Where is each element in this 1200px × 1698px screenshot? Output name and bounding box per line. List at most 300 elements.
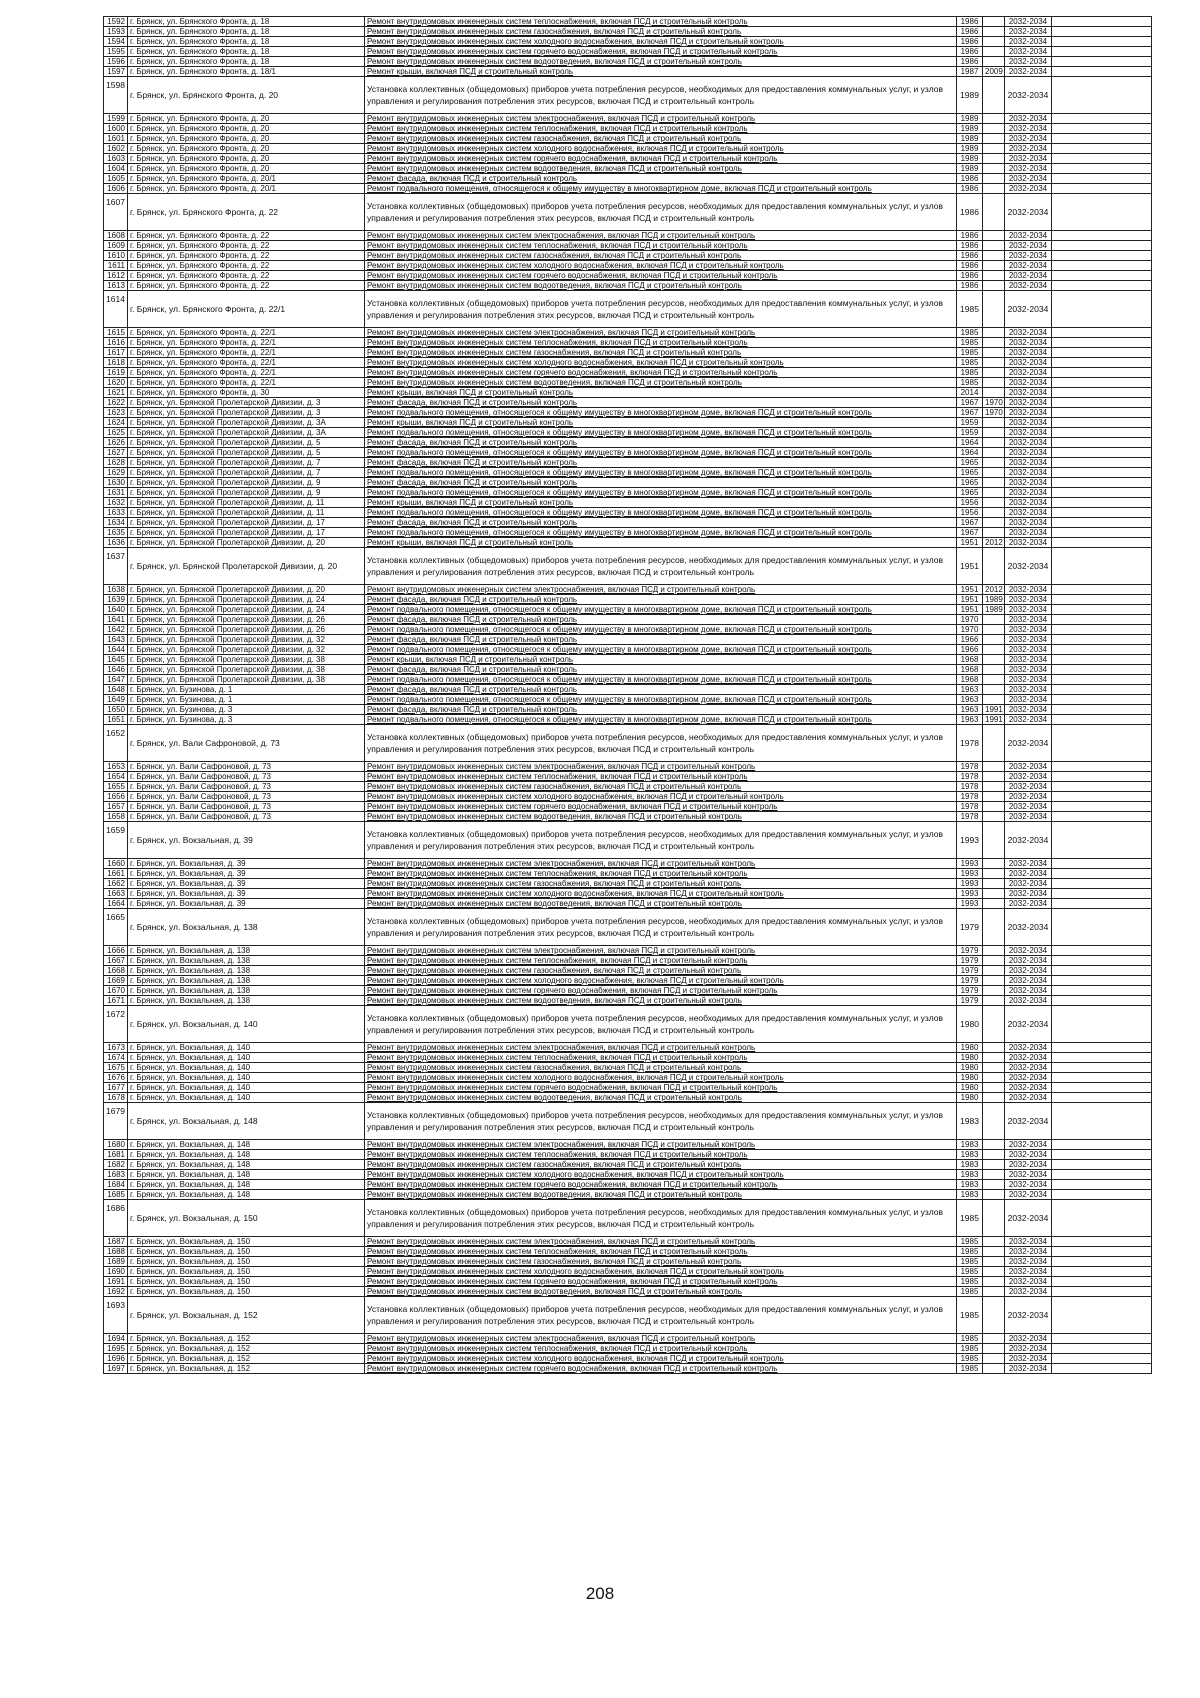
work-type-cell: Ремонт внутридомовых инженерных систем горячего водоснабжения, включая ПСД и строительный контроль [365,47,957,57]
overhaul-year-cell: 2012 [983,585,1005,595]
work-type-cell: Ремонт внутридомовых инженерных систем холодного водоснабжения, включая ПСД и строительный контроль [365,144,957,154]
period-cell: 2032-2034 [1005,956,1052,966]
work-type-cell: Ремонт фасада, включая ПСД и строительный контроль [365,635,957,645]
empty-cell [1052,458,1152,468]
row-number: 1661 [104,869,128,879]
period-cell: 2032-2034 [1005,1297,1052,1334]
work-type-cell: Ремонт крыши, включая ПСД и строительный контроль [365,655,957,665]
period-cell: 2032-2034 [1005,17,1052,27]
row-number: 1656 [104,792,128,802]
work-type-cell: Ремонт фасада, включая ПСД и строительный контроль [365,478,957,488]
address-cell: г. Брянск, ул. Вокзальная, д. 39 [128,822,365,859]
build-year-cell: 1979 [957,996,983,1006]
build-year-cell: 1956 [957,498,983,508]
overhaul-year-cell [983,77,1005,114]
period-cell: 2032-2034 [1005,715,1052,725]
build-year-cell: 1985 [957,1277,983,1287]
overhaul-year-cell: 1989 [983,595,1005,605]
row-number: 1692 [104,1287,128,1297]
period-cell: 2032-2034 [1005,408,1052,418]
work-type-cell: Ремонт фасада, включая ПСД и строительный контроль [365,595,957,605]
build-year-cell: 1983 [957,1170,983,1180]
row-number: 1660 [104,859,128,869]
address-cell: г. Брянск, ул. Бузинова, д. 1 [128,695,365,705]
address-cell: г. Брянск, ул. Брянского Фронта, д. 22/1 [128,378,365,388]
work-type-cell: Ремонт фасада, включая ПСД и строительный контроль [365,174,957,184]
address-cell: г. Брянск, ул. Брянской Пролетарской Дивизии, д. 17 [128,528,365,538]
work-type-cell: Ремонт подвального помещения, относящегося к общему имуществу в многоквартирном доме, включая ПСД и строительный контроль [365,468,957,478]
row-number: 1632 [104,498,128,508]
address-cell: г. Брянск, ул. Вокзальная, д. 150 [128,1257,365,1267]
table-row [104,996,1152,1006]
build-year-cell: 1965 [957,458,983,468]
table-row [104,802,1152,812]
build-year-cell: 1986 [957,261,983,271]
work-type-cell: Ремонт внутридомовых инженерных систем горячего водоснабжения, включая ПСД и строительный контроль [365,986,957,996]
empty-cell [1052,281,1152,291]
build-year-cell: 1985 [957,1237,983,1247]
work-type-cell: Ремонт подвального помещения, относящегося к общему имуществу в многоквартирном доме, включая ПСД и строительный контроль [365,184,957,194]
address-cell: г. Брянск, ул. Брянского Фронта, д. 20/1 [128,174,365,184]
empty-cell [1052,468,1152,478]
work-type-cell: Ремонт внутридомовых инженерных систем холодного водоснабжения, включая ПСД и строительный контроль [365,889,957,899]
overhaul-year-cell [983,899,1005,909]
address-cell: г. Брянск, ул. Вокзальная, д. 140 [128,1073,365,1083]
work-type-cell: Ремонт внутридомовых инженерных систем теплоснабжения, включая ПСД и строительный контроль [365,956,957,966]
overhaul-year-cell: 1991 [983,705,1005,715]
work-type-cell: Ремонт подвального помещения, относящегося к общему имуществу в многоквартирном доме, включая ПСД и строительный контроль [365,605,957,615]
empty-cell [1052,47,1152,57]
empty-cell [1052,291,1152,328]
row-number: 1693 [104,1297,128,1334]
overhaul-year-cell [983,946,1005,956]
period-cell: 2032-2034 [1005,909,1052,946]
empty-cell [1052,1063,1152,1073]
build-year-cell: 1951 [957,605,983,615]
row-number: 1607 [104,194,128,231]
page-number: 208 [585,1584,615,1603]
overhaul-year-cell [983,782,1005,792]
work-type-cell: Ремонт внутридомовых инженерных систем водоотведения, включая ПСД и строительный контроль [365,378,957,388]
empty-cell [1052,438,1152,448]
address-cell: г. Брянск, ул. Брянской Пролетарской Дивизии, д. 24 [128,595,365,605]
table-row [104,1334,1152,1344]
build-year-cell: 1983 [957,1160,983,1170]
work-type-cell: Ремонт внутридомовых инженерных систем электроснабжения, включая ПСД и строительный контроль [365,946,957,956]
row-number: 1670 [104,986,128,996]
period-cell: 2032-2034 [1005,164,1052,174]
work-type-cell: Установка коллективных (общедомовых) приборов учета потребления ресурсов, необходимых для предоставления коммунальных услуг, и узлов управления и регулирования потребления этих ресурсов, включая ПСД и строительный контроль [365,548,957,585]
table-row [104,909,1152,946]
table-row [104,498,1152,508]
work-type-cell: Ремонт внутридомовых инженерных систем газоснабжения, включая ПСД и строительный контроль [365,27,957,37]
overhaul-year-cell [983,291,1005,328]
address-cell: г. Брянск, ул. Вокзальная, д. 152 [128,1344,365,1354]
address-cell: г. Брянск, ул. Брянского Фронта, д. 22 [128,231,365,241]
work-type-cell: Ремонт внутридомовых инженерных систем газоснабжения, включая ПСД и строительный контроль [365,879,957,889]
overhaul-year-cell [983,1006,1005,1043]
overhaul-year-cell [983,1043,1005,1053]
address-cell: г. Брянск, ул. Брянского Фронта, д. 18 [128,57,365,67]
overhaul-year-cell [983,1287,1005,1297]
overhaul-year-cell [983,144,1005,154]
table-row [104,518,1152,528]
empty-cell [1052,1257,1152,1267]
empty-cell [1052,368,1152,378]
work-type-cell: Ремонт подвального помещения, относящегося к общему имуществу в многоквартирном доме, включая ПСД и строительный контроль [365,675,957,685]
period-cell: 2032-2034 [1005,869,1052,879]
table-row [104,47,1152,57]
period-cell: 2032-2034 [1005,1170,1052,1180]
address-cell: г. Брянск, ул. Брянской Пролетарской Дивизии, д. 7 [128,468,365,478]
empty-cell [1052,114,1152,124]
address-cell: г. Брянск, ул. Вокзальная, д. 39 [128,879,365,889]
build-year-cell: 2014 [957,388,983,398]
empty-cell [1052,1237,1152,1247]
build-year-cell: 1989 [957,154,983,164]
overhaul-year-cell [983,418,1005,428]
period-cell: 2032-2034 [1005,478,1052,488]
table-row [104,488,1152,498]
overhaul-year-cell [983,428,1005,438]
build-year-cell: 1985 [957,1257,983,1267]
overhaul-year-cell: 1989 [983,605,1005,615]
table-row [104,1093,1152,1103]
overhaul-year-cell [983,675,1005,685]
work-type-cell: Ремонт подвального помещения, относящегося к общему имуществу в многоквартирном доме, включая ПСД и строительный контроль [365,625,957,635]
empty-cell [1052,909,1152,946]
period-cell: 2032-2034 [1005,1053,1052,1063]
overhaul-year-cell [983,645,1005,655]
build-year-cell: 1985 [957,1334,983,1344]
table-row [104,124,1152,134]
address-cell: г. Брянск, ул. Брянской Пролетарской Дивизии, д. 24 [128,605,365,615]
empty-cell [1052,508,1152,518]
table-row [104,966,1152,976]
address-cell: г. Брянск, ул. Вокзальная, д. 152 [128,1354,365,1364]
row-number: 1622 [104,398,128,408]
period-cell: 2032-2034 [1005,37,1052,47]
build-year-cell: 1993 [957,899,983,909]
build-year-cell: 1983 [957,1190,983,1200]
period-cell: 2032-2034 [1005,1364,1052,1374]
empty-cell [1052,348,1152,358]
build-year-cell: 1986 [957,37,983,47]
empty-cell [1052,1334,1152,1344]
table-row [104,291,1152,328]
table-row [104,458,1152,468]
row-number: 1664 [104,899,128,909]
empty-cell [1052,478,1152,488]
row-number: 1646 [104,665,128,675]
empty-cell [1052,1267,1152,1277]
overhaul-year-cell [983,17,1005,27]
period-cell: 2032-2034 [1005,124,1052,134]
table-row [104,792,1152,802]
table-row [104,478,1152,488]
empty-cell [1052,966,1152,976]
address-cell: г. Брянск, ул. Вокзальная, д. 140 [128,1043,365,1053]
period-cell: 2032-2034 [1005,398,1052,408]
empty-cell [1052,518,1152,528]
empty-cell [1052,174,1152,184]
row-number: 1600 [104,124,128,134]
overhaul-year-cell [983,1103,1005,1140]
build-year-cell: 1980 [957,1073,983,1083]
overhaul-year-cell [983,231,1005,241]
overhaul-year-cell: 1970 [983,398,1005,408]
build-year-cell: 1978 [957,792,983,802]
build-year-cell: 1986 [957,184,983,194]
row-number: 1594 [104,37,128,47]
table-row [104,1277,1152,1287]
row-number: 1611 [104,261,128,271]
row-number: 1614 [104,291,128,328]
build-year-cell: 1956 [957,508,983,518]
empty-cell [1052,802,1152,812]
period-cell: 2032-2034 [1005,725,1052,762]
overhaul-year-cell: 2009 [983,67,1005,77]
table-row [104,782,1152,792]
table-row [104,174,1152,184]
row-number: 1642 [104,625,128,635]
row-number: 1599 [104,114,128,124]
address-cell: г. Брянск, ул. Вокзальная, д. 138 [128,956,365,966]
empty-cell [1052,1297,1152,1334]
repair-schedule-table [103,16,1152,1374]
table-row [104,1287,1152,1297]
overhaul-year-cell [983,378,1005,388]
build-year-cell: 1979 [957,909,983,946]
overhaul-year-cell [983,685,1005,695]
overhaul-year-cell [983,889,1005,899]
work-type-cell: Ремонт внутридомовых инженерных систем электроснабжения, включая ПСД и строительный контроль [365,1140,957,1150]
address-cell: г. Брянск, ул. Вокзальная, д. 138 [128,909,365,946]
overhaul-year-cell [983,518,1005,528]
work-type-cell: Ремонт фасада, включая ПСД и строительный контроль [365,518,957,528]
row-number: 1684 [104,1180,128,1190]
overhaul-year-cell [983,1140,1005,1150]
overhaul-year-cell [983,1190,1005,1200]
address-cell: г. Брянск, ул. Вокзальная, д. 150 [128,1200,365,1237]
work-type-cell: Ремонт внутридомовых инженерных систем теплоснабжения, включая ПСД и строительный контроль [365,17,957,27]
build-year-cell: 1979 [957,986,983,996]
overhaul-year-cell [983,27,1005,37]
overhaul-year-cell [983,528,1005,538]
period-cell: 2032-2034 [1005,498,1052,508]
row-number: 1635 [104,528,128,538]
table-row [104,675,1152,685]
build-year-cell: 1985 [957,368,983,378]
row-number: 1691 [104,1277,128,1287]
row-number: 1592 [104,17,128,27]
build-year-cell: 1970 [957,625,983,635]
row-number: 1595 [104,47,128,57]
table-row [104,164,1152,174]
row-number: 1604 [104,164,128,174]
period-cell: 2032-2034 [1005,685,1052,695]
build-year-cell: 1963 [957,685,983,695]
table-row [104,685,1152,695]
empty-cell [1052,1150,1152,1160]
overhaul-year-cell [983,281,1005,291]
work-type-cell: Ремонт подвального помещения, относящегося к общему имуществу в многоквартирном доме, включая ПСД и строительный контроль [365,715,957,725]
period-cell: 2032-2034 [1005,1063,1052,1073]
period-cell: 2032-2034 [1005,194,1052,231]
overhaul-year-cell [983,695,1005,705]
address-cell: г. Брянск, ул. Вокзальная, д. 152 [128,1334,365,1344]
row-number: 1620 [104,378,128,388]
build-year-cell: 1968 [957,655,983,665]
work-type-cell: Ремонт внутридомовых инженерных систем холодного водоснабжения, включая ПСД и строительный контроль [365,792,957,802]
table-row [104,986,1152,996]
overhaul-year-cell [983,358,1005,368]
work-type-cell: Ремонт внутридомовых инженерных систем горячего водоснабжения, включая ПСД и строительный контроль [365,1277,957,1287]
period-cell: 2032-2034 [1005,1093,1052,1103]
table-row [104,261,1152,271]
build-year-cell: 1967 [957,528,983,538]
overhaul-year-cell [983,348,1005,358]
overhaul-year-cell [983,812,1005,822]
row-number: 1673 [104,1043,128,1053]
address-cell: г. Брянск, ул. Брянского Фронта, д. 22/1 [128,348,365,358]
address-cell: г. Брянск, ул. Вокзальная, д. 148 [128,1170,365,1180]
table-row [104,725,1152,762]
overhaul-year-cell [983,241,1005,251]
build-year-cell: 1985 [957,328,983,338]
table-row [104,645,1152,655]
period-cell: 2032-2034 [1005,1140,1052,1150]
table-row [104,428,1152,438]
empty-cell [1052,976,1152,986]
overhaul-year-cell [983,478,1005,488]
work-type-cell: Ремонт внутридомовых инженерных систем холодного водоснабжения, включая ПСД и строительный контроль [365,358,957,368]
empty-cell [1052,655,1152,665]
overhaul-year-cell [983,802,1005,812]
build-year-cell: 1980 [957,1083,983,1093]
period-cell: 2032-2034 [1005,1267,1052,1277]
empty-cell [1052,1190,1152,1200]
period-cell: 2032-2034 [1005,448,1052,458]
work-type-cell: Ремонт крыши, включая ПСД и строительный контроль [365,388,957,398]
address-cell: г. Брянск, ул. Вокзальная, д. 148 [128,1140,365,1150]
table-row [104,1006,1152,1043]
empty-cell [1052,1073,1152,1083]
work-type-cell: Ремонт фасада, включая ПСД и строительный контроль [365,705,957,715]
period-cell: 2032-2034 [1005,348,1052,358]
build-year-cell: 1986 [957,27,983,37]
empty-cell [1052,548,1152,585]
build-year-cell: 1979 [957,946,983,956]
table-row [104,1297,1152,1334]
overhaul-year-cell [983,976,1005,986]
row-number: 1598 [104,77,128,114]
build-year-cell: 1985 [957,1287,983,1297]
row-number: 1628 [104,458,128,468]
address-cell: г. Брянск, ул. Вокзальная, д. 140 [128,1083,365,1093]
row-number: 1625 [104,428,128,438]
period-cell: 2032-2034 [1005,1083,1052,1093]
work-type-cell: Ремонт внутридомовых инженерных систем водоотведения, включая ПСД и строительный контроль [365,281,957,291]
empty-cell [1052,1103,1152,1140]
overhaul-year-cell [983,1334,1005,1344]
work-type-cell: Ремонт внутридомовых инженерных систем электроснабжения, включая ПСД и строительный контроль [365,328,957,338]
row-number: 1659 [104,822,128,859]
table-row [104,1063,1152,1073]
empty-cell [1052,241,1152,251]
work-type-cell: Ремонт внутридомовых инженерных систем газоснабжения, включая ПСД и строительный контроль [365,134,957,144]
address-cell: г. Брянск, ул. Брянской Пролетарской Дивизии, д. 5 [128,438,365,448]
build-year-cell: 1986 [957,57,983,67]
overhaul-year-cell [983,271,1005,281]
period-cell: 2032-2034 [1005,114,1052,124]
table-row [104,715,1152,725]
overhaul-year-cell [983,448,1005,458]
row-number: 1645 [104,655,128,665]
period-cell: 2032-2034 [1005,508,1052,518]
empty-cell [1052,184,1152,194]
empty-cell [1052,338,1152,348]
empty-cell [1052,251,1152,261]
address-cell: г. Брянск, ул. Брянского Фронта, д. 20 [128,144,365,154]
build-year-cell: 1980 [957,1043,983,1053]
work-type-cell: Ремонт внутридомовых инженерных систем холодного водоснабжения, включая ПСД и строительный контроль [365,1267,957,1277]
table-row [104,772,1152,782]
row-number: 1618 [104,358,128,368]
table-row [104,328,1152,338]
work-type-cell: Ремонт внутридомовых инженерных систем газоснабжения, включая ПСД и строительный контроль [365,1063,957,1073]
empty-cell [1052,986,1152,996]
period-cell: 2032-2034 [1005,428,1052,438]
address-cell: г. Брянск, ул. Вокзальная, д. 138 [128,946,365,956]
table-row [104,822,1152,859]
row-number: 1639 [104,595,128,605]
period-cell: 2032-2034 [1005,762,1052,772]
empty-cell [1052,1093,1152,1103]
build-year-cell: 1986 [957,174,983,184]
work-type-cell: Ремонт внутридомовых инженерных систем теплоснабжения, включая ПСД и строительный контроль [365,772,957,782]
overhaul-year-cell [983,635,1005,645]
period-cell: 2032-2034 [1005,438,1052,448]
address-cell: г. Брянск, ул. Вокзальная, д. 138 [128,996,365,1006]
row-number: 1644 [104,645,128,655]
empty-cell [1052,705,1152,715]
work-type-cell: Ремонт крыши, включая ПСД и строительный контроль [365,67,957,77]
work-type-cell: Установка коллективных (общедомовых) приборов учета потребления ресурсов, необходимых для предоставления коммунальных услуг, и узлов управления и регулирования потребления этих ресурсов, включая ПСД и строительный контроль [365,725,957,762]
build-year-cell: 1951 [957,585,983,595]
build-year-cell: 1979 [957,956,983,966]
build-year-cell: 1986 [957,271,983,281]
empty-cell [1052,67,1152,77]
work-type-cell: Ремонт внутридомовых инженерных систем водоотведения, включая ПСД и строительный контроль [365,1190,957,1200]
overhaul-year-cell [983,134,1005,144]
address-cell: г. Брянск, ул. Вали Сафроновой, д. 73 [128,762,365,772]
overhaul-year-cell [983,1170,1005,1180]
overhaul-year-cell [983,909,1005,946]
address-cell: г. Брянск, ул. Брянского Фронта, д. 18 [128,37,365,47]
row-number: 1682 [104,1160,128,1170]
period-cell: 2032-2034 [1005,966,1052,976]
overhaul-year-cell [983,1200,1005,1237]
work-type-cell: Ремонт внутридомовых инженерных систем газоснабжения, включая ПСД и строительный контроль [365,1257,957,1267]
build-year-cell: 1989 [957,134,983,144]
table-row [104,879,1152,889]
build-year-cell: 1978 [957,725,983,762]
table-row [104,812,1152,822]
row-number: 1634 [104,518,128,528]
empty-cell [1052,27,1152,37]
work-type-cell: Ремонт подвального помещения, относящегося к общему имуществу в многоквартирном доме, включая ПСД и строительный контроль [365,448,957,458]
